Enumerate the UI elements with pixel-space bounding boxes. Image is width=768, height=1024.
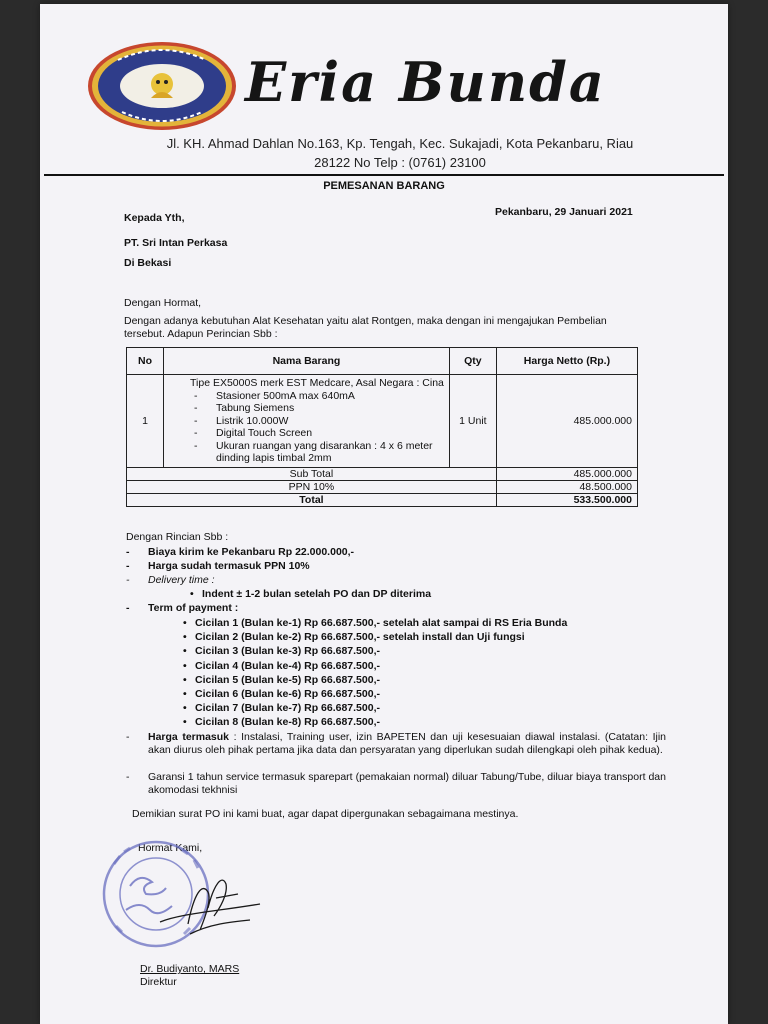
item-spec-continued: dinding lapis timbal 2mm [216, 452, 332, 464]
address-contact: 28122 No Telp : (0761) 23100 [314, 155, 486, 170]
item-spec: - Ukuran ruangan yang disarankan : 4 x 6 meter [194, 439, 433, 452]
total-label: Total [127, 493, 497, 506]
place-date: Pekanbaru, 29 Januari 2021 [495, 206, 633, 218]
detail-includes: - Harga termasuk : Instalasi, Training user, izin BAPETEN dan uji kesesuaian diawal instalasi. (Catatan: Ijin akan diurus oleh pihak pertama jika data dan persyaratan yang diperlukan sudah dilengkapi oleh pihak kedua). [126, 731, 667, 756]
signer-name: Dr. Budiyanto, MARS [140, 963, 240, 975]
col-header-name: Nama Barang [164, 348, 450, 375]
address-line: Jl. KH. Ahmad Dahlan No.163, Kp. Tengah, Kec. Sukajadi, Kota Pekanbaru, Riau [166, 136, 634, 151]
total-row [127, 493, 638, 506]
tax-row [127, 480, 638, 493]
tax-value: 48.500.000 [496, 480, 637, 493]
installment-item: • Cicilan 2 (Bulan ke-2) Rp 66.687.500,- setelah install dan Uji fungsi [183, 631, 525, 644]
subtotal-label: Sub Total [127, 467, 497, 480]
col-header-no: No [127, 348, 164, 375]
hospital-logo [86, 40, 238, 132]
detail-shipping: - Biaya kirim ke Pekanbaru Rp 22.000.000,- [126, 546, 355, 558]
item-spec: - Digital Touch Screen [194, 427, 313, 439]
detail-tax-included: - Harga sudah termasuk PPN 10% [126, 560, 310, 572]
items-table [126, 347, 638, 507]
intro-line: tersebut. Adapun Perincian Sbb : [124, 328, 278, 340]
greeting: Dengan Hormat, [124, 297, 202, 309]
intro-line: Dengan adanya kebutuhan Alat Kesehatan yaitu alat Rontgen, maka dengan ini mengajukan Pembelian [124, 315, 607, 327]
total-value: 533.500.000 [496, 493, 637, 506]
item-spec: - Listrik 10.000W [194, 414, 289, 427]
recipient-location: Di Bekasi [124, 257, 172, 269]
payment-label: - Term of payment : [126, 602, 239, 614]
header-divider [44, 174, 724, 176]
item-spec: - Stasioner 500mA max 640mA [194, 389, 355, 402]
document-title: PEMESANAN BARANG [323, 180, 445, 192]
installment-list [183, 616, 567, 730]
details-heading: Dengan Rincian Sbb : [126, 531, 229, 543]
installment-item: • Cicilan 7 (Bulan ke-7) Rp 66.687.500,- [183, 702, 380, 715]
recipient-name: PT. Sri Intan Perkasa [124, 237, 228, 249]
row-qty: 1 Unit [449, 375, 496, 468]
installment-item: • Cicilan 3 (Bulan ke-3) Rp 66.687.500,- [183, 645, 380, 658]
subtotal-value: 485.000.000 [496, 467, 637, 480]
brand-name: Eria Bunda [245, 50, 606, 114]
row-no: 1 [127, 375, 164, 468]
signature [150, 864, 270, 944]
table-row [127, 375, 638, 468]
installment-item: • Cicilan 4 (Bulan ke-4) Rp 66.687.500,- [183, 659, 380, 672]
salutation-label: Kepada Yth, [124, 212, 185, 224]
installment-item: • Cicilan 6 (Bulan ke-6) Rp 66.687.500,- [183, 688, 380, 701]
closing-statement: Demikian surat PO ini kami buat, agar dapat dipergunakan sebagaimana mestinya. [132, 808, 519, 820]
tax-label: PPN 10% [127, 480, 497, 493]
address-block [120, 134, 680, 172]
subtotal-row [127, 467, 638, 480]
item-title: Tipe EX5000S merk EST Medcare, Asal Negara : Cina [190, 377, 444, 389]
closing-regards: Hormat Kami, [138, 842, 203, 854]
row-price: 485.000.000 [496, 375, 637, 468]
installment-item: • Cicilan 5 (Bulan ke-5) Rp 66.687.500,- [183, 673, 380, 686]
item-spec: - Tabung Siemens [194, 402, 295, 414]
delivery-value: • Indent ± 1-2 bulan setelah PO dan DP diterima [190, 588, 432, 600]
col-header-qty: Qty [449, 348, 496, 375]
detail-warranty: - Garansi 1 tahun service termasuk sparepart (pemakaian normal) diluar Tabung/Tube, diluar biaya transport dan akomodasi tekhnisi [126, 771, 666, 796]
col-header-price: Harga Netto (Rp.) [496, 348, 637, 375]
table-header-row [127, 348, 638, 375]
installment-item: • Cicilan 1 (Bulan ke-1) Rp 66.687.500,- setelah alat sampai di RS Eria Bunda [183, 617, 568, 629]
document-page [40, 4, 728, 1024]
installment-item: • Cicilan 8 (Bulan ke-8) Rp 66.687.500,- [183, 716, 380, 729]
delivery-label: - Delivery time : [126, 574, 215, 586]
row-description [164, 375, 450, 468]
signer-title: Direktur [140, 976, 177, 988]
